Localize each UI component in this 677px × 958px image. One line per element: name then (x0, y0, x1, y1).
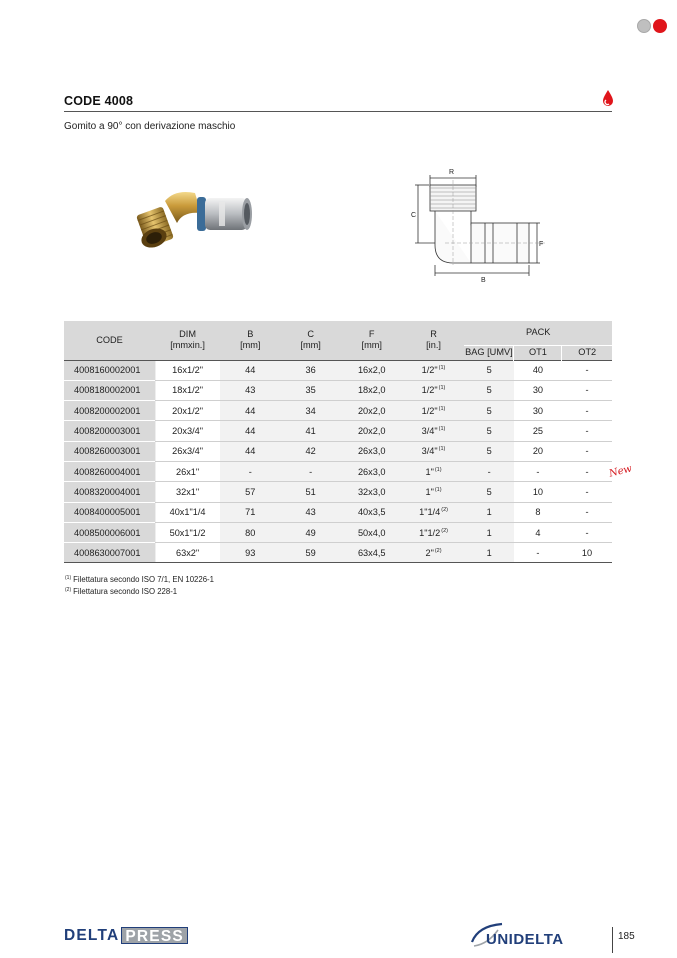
cell-ot1: 30 (514, 401, 562, 421)
cell-dim: 40x1"1/4 (155, 502, 220, 522)
cell-r: 1"$^{(1)}$ (403, 482, 465, 502)
unidelta-logo (468, 920, 608, 950)
cell-code: 4008320004001 (64, 482, 155, 502)
drawing-label-c: C (411, 212, 417, 219)
cell-f: 40x3,5 (341, 502, 403, 522)
col-pack: PACK (464, 321, 612, 345)
cell-b: 93 (220, 543, 280, 563)
col-c: C [mm] (280, 321, 340, 360)
red-dot-icon (653, 19, 667, 33)
cell-bag: 5 (464, 421, 513, 441)
cell-ot1: 40 (514, 360, 562, 380)
cell-ot2: - (562, 461, 612, 481)
cell-ot2: - (562, 360, 612, 380)
page-number: 185 (618, 931, 635, 942)
cell-b: 80 (220, 522, 280, 542)
cell-r: 3/4"$^{(1)}$ (403, 421, 465, 441)
cell-r: 3/4"$^{(1)}$ (403, 441, 465, 461)
footnotes (64, 573, 214, 597)
cell-ot2: - (562, 482, 612, 502)
cell-c: 59 (280, 543, 340, 563)
cell-ot2: - (562, 380, 612, 400)
col-ot2: OT2 (562, 345, 612, 360)
drawing-label-b: B (481, 277, 486, 284)
cell-b: 43 (220, 380, 280, 400)
svg-text:UNIDELTA: UNIDELTA (486, 931, 564, 948)
col-dim: DIM [mmxin.] (155, 321, 220, 360)
cell-ot1: - (514, 543, 562, 563)
cell-bag: 5 (464, 360, 513, 380)
cell-b: 44 (220, 421, 280, 441)
col-b: B [mm] (220, 321, 280, 360)
category-dots (637, 19, 667, 33)
table-row (64, 441, 612, 461)
cell-c: - (280, 461, 340, 481)
product-photo (135, 183, 260, 258)
cell-ot1: - (514, 461, 562, 481)
cell-ot2: - (562, 441, 612, 461)
product-table (64, 321, 612, 563)
cell-bag: 5 (464, 441, 513, 461)
col-code: CODE (64, 321, 155, 360)
cell-dim: 50x1"1/2 (155, 522, 220, 542)
cell-r: 1/2"$^{(1)}$ (403, 380, 465, 400)
cell-b: 57 (220, 482, 280, 502)
cell-ot1: 10 (514, 482, 562, 502)
cell-bag: 5 (464, 482, 513, 502)
cell-ot1: 4 (514, 522, 562, 542)
cell-dim: 26x3/4" (155, 441, 220, 461)
cell-dim: 20x1/2" (155, 401, 220, 421)
cell-dim: 20x3/4" (155, 421, 220, 441)
cell-f: 26x3,0 (341, 461, 403, 481)
deltapress-logo: DELTA PRESS (64, 927, 188, 944)
water-drop-icon (601, 89, 615, 107)
page-divider (612, 927, 613, 953)
cell-r: 1"1/4$^{(2)}$ (403, 502, 465, 522)
table-row (64, 380, 612, 400)
cell-dim: 16x1/2" (155, 360, 220, 380)
cell-b: 44 (220, 441, 280, 461)
cell-bag: - (464, 461, 513, 481)
cell-f: 26x3,0 (341, 441, 403, 461)
cell-code: 4008160002001 (64, 360, 155, 380)
grey-dot-icon (637, 19, 651, 33)
cell-code: 4008260004001 (64, 461, 155, 481)
cell-r: 1/2"$^{(1)}$ (403, 401, 465, 421)
table-row (64, 461, 612, 481)
cell-code: 4008400005001 (64, 502, 155, 522)
cell-ot1: 25 (514, 421, 562, 441)
cell-c: 34 (280, 401, 340, 421)
cell-c: 36 (280, 360, 340, 380)
cell-bag: 5 (464, 401, 513, 421)
cell-code: 4008200002001 (64, 401, 155, 421)
cell-f: 18x2,0 (341, 380, 403, 400)
cell-ot2: - (562, 522, 612, 542)
col-bag: BAG [UMV] (464, 345, 513, 360)
cell-ot1: 8 (514, 502, 562, 522)
col-r: R [in.] (403, 321, 465, 360)
cell-c: 35 (280, 380, 340, 400)
col-ot1: OT1 (514, 345, 562, 360)
cell-bag: 1 (464, 543, 513, 563)
cell-ot2: - (562, 502, 612, 522)
cell-f: 20x2,0 (341, 401, 403, 421)
table-row (64, 543, 612, 563)
cell-f: 63x4,5 (341, 543, 403, 563)
cell-f: 20x2,0 (341, 421, 403, 441)
cell-ot2: - (562, 401, 612, 421)
title-divider (64, 111, 612, 112)
footnote: $^{(2)}$ Filettatura secondo ISO 228-1 (65, 587, 178, 596)
cell-r: 2"$^{(2)}$ (403, 543, 465, 563)
cell-c: 42 (280, 441, 340, 461)
cell-dim: 63x2" (155, 543, 220, 563)
table-row (64, 502, 612, 522)
cell-dim: 26x1" (155, 461, 220, 481)
table-row (64, 522, 612, 542)
cell-c: 41 (280, 421, 340, 441)
cell-ot2: - (562, 421, 612, 441)
cell-dim: 18x1/2" (155, 380, 220, 400)
cell-f: 50x4,0 (341, 522, 403, 542)
cell-b: - (220, 461, 280, 481)
cell-code: 4008260003001 (64, 441, 155, 461)
footnote: $^{(1)}$ Filettatura secondo ISO 7/1, EN 10226-1 (65, 575, 214, 584)
cell-bag: 1 (464, 522, 513, 542)
cell-r: 1/2"$^{(1)}$ (403, 360, 465, 380)
table-row (64, 421, 612, 441)
technical-drawing (405, 165, 555, 285)
cell-code: 4008630007001 (64, 543, 155, 563)
cell-c: 43 (280, 502, 340, 522)
drawing-label-r: R (449, 169, 455, 176)
drawing-label-f: F (539, 241, 544, 248)
table-body (64, 360, 612, 563)
cell-code: 4008200003001 (64, 421, 155, 441)
cell-ot1: 30 (514, 380, 562, 400)
cell-ot1: 20 (514, 441, 562, 461)
table-row (64, 401, 612, 421)
table-row (64, 482, 612, 502)
cell-f: 32x3,0 (341, 482, 403, 502)
cell-f: 16x2,0 (341, 360, 403, 380)
cell-bag: 5 (464, 380, 513, 400)
cell-code: 4008180002001 (64, 380, 155, 400)
cell-b: 71 (220, 502, 280, 522)
cell-r: 1"1/2$^{(2)}$ (403, 522, 465, 542)
product-description: Gomito a 90° con derivazione maschio (64, 121, 236, 132)
cell-code: 4008500006001 (64, 522, 155, 542)
col-f: F [mm] (341, 321, 403, 360)
cell-r: 1"$^{(1)}$ (403, 461, 465, 481)
cell-ot2: 10 (562, 543, 612, 563)
cell-c: 51 (280, 482, 340, 502)
cell-c: 49 (280, 522, 340, 542)
page-title: CODE 4008 (64, 94, 134, 108)
cell-bag: 1 (464, 502, 513, 522)
table-row (64, 360, 612, 380)
cell-b: 44 (220, 360, 280, 380)
cell-b: 44 (220, 401, 280, 421)
new-badge: New (608, 463, 634, 480)
cell-dim: 32x1" (155, 482, 220, 502)
